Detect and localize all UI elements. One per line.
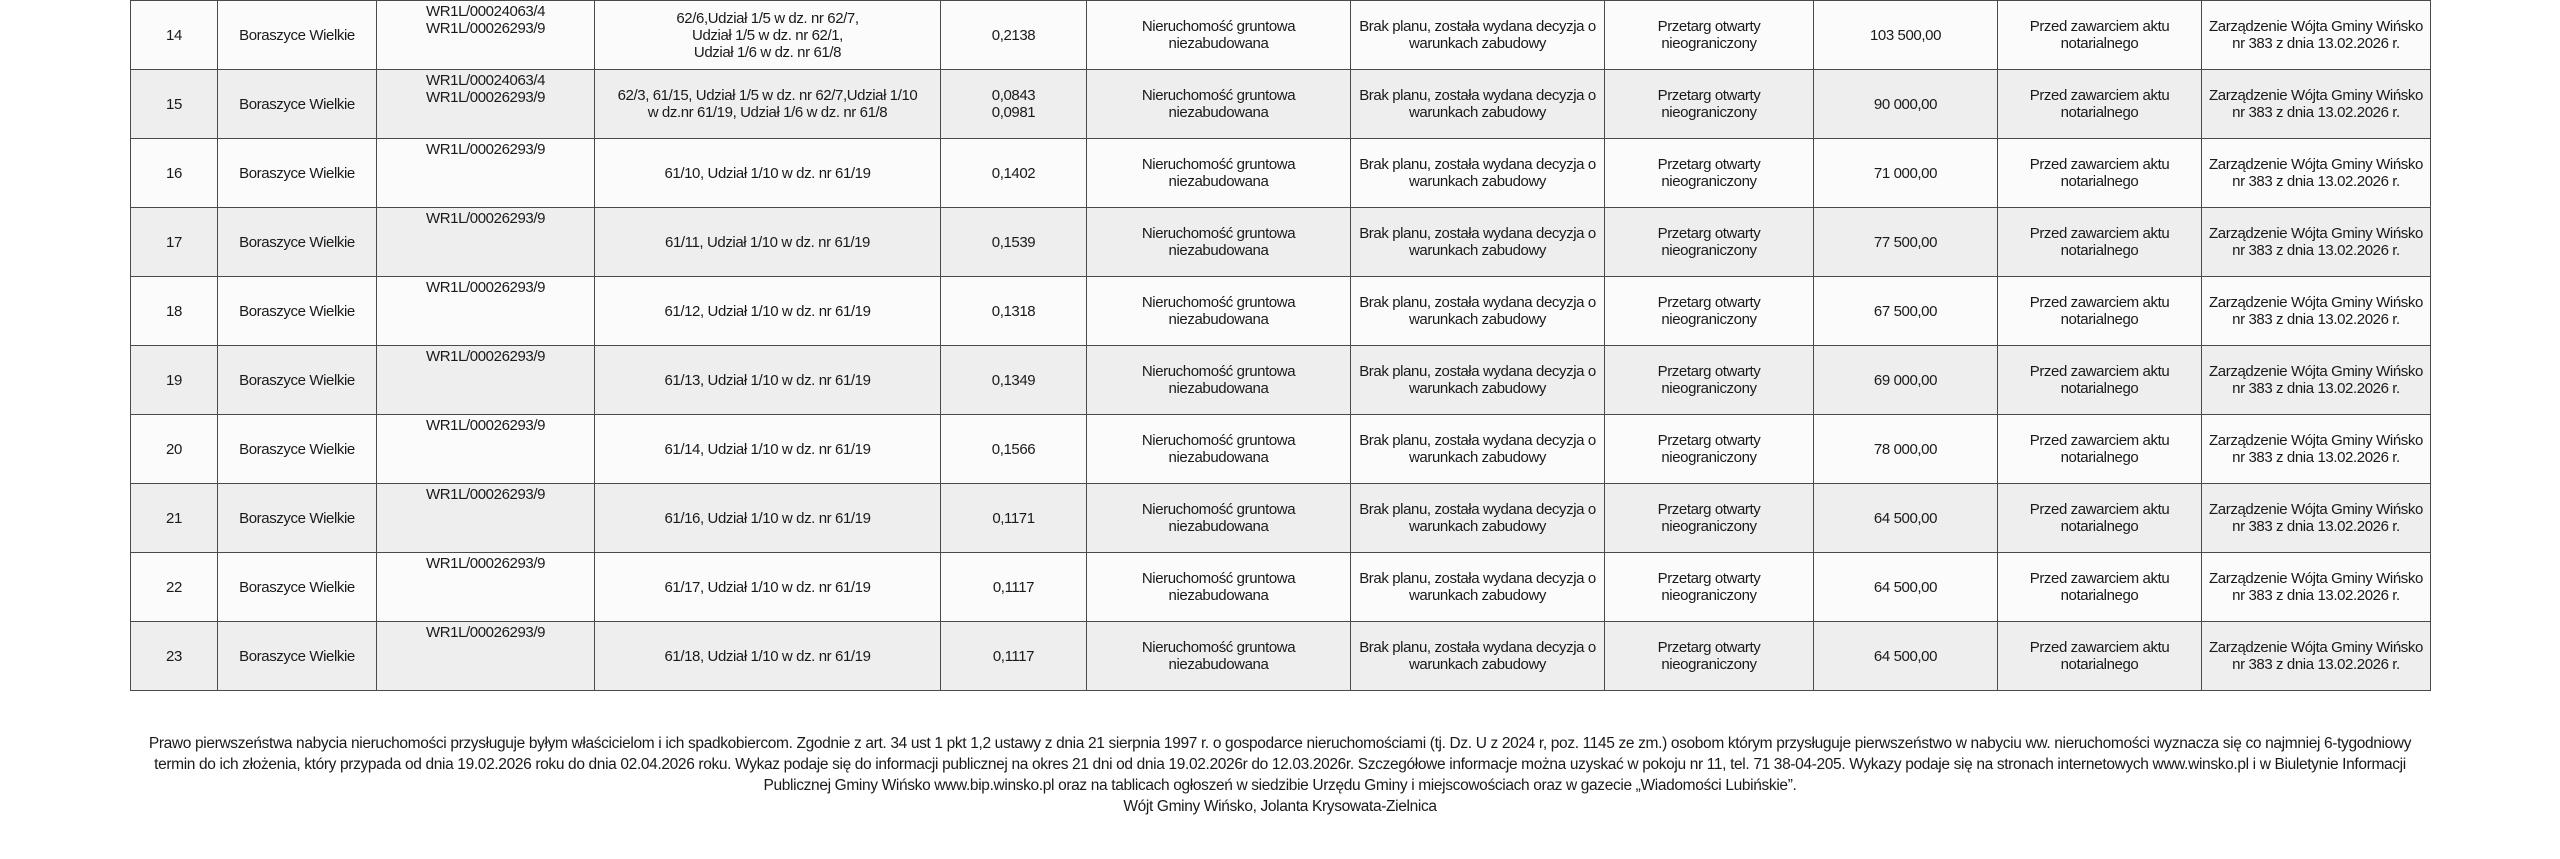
area-cell — [941, 70, 1087, 139]
signature: Wójt Gminy Wińsko, Jolanta Krysowata-Zielnica — [1123, 798, 1437, 815]
row-number: 20 — [131, 415, 218, 484]
property-list-sheet — [130, 0, 2430, 691]
price-cell: 90 000,00 — [1814, 70, 1998, 139]
land-register-cell — [377, 484, 595, 553]
plot-cell-line: 61/13, Udział 1/10 w dz. nr 61/19 — [664, 371, 871, 389]
land-register-cell-line: WR1L/00026293/9 — [425, 486, 546, 503]
area-cell-line: 0,1117 — [992, 647, 1035, 665]
precinct-cell: Boraszyce Wielkie — [218, 484, 377, 553]
payment-term-cell: Przed zawarciem aktu notarialnego — [1998, 1, 2202, 70]
payment-term-cell: Przed zawarciem aktu notarialnego — [1998, 208, 2202, 277]
row-number: 14 — [131, 1, 218, 70]
row-number: 18 — [131, 277, 218, 346]
area-cell — [941, 484, 1087, 553]
sale-form-cell: Przetarg otwarty nieograniczony — [1605, 208, 1814, 277]
table-row — [131, 1, 2431, 70]
land-register-cell — [377, 622, 595, 691]
sale-form-cell: Przetarg otwarty nieograniczony — [1605, 622, 1814, 691]
zoning-cell: Brak planu, została wydana decyzja o warunkach zabudowy — [1351, 484, 1605, 553]
precinct-cell: Boraszyce Wielkie — [218, 553, 377, 622]
area-cell — [941, 415, 1087, 484]
plot-cell — [595, 415, 941, 484]
plot-cell-line: w dz.nr 61/19, Udział 1/6 w dz. nr 61/8 — [647, 104, 888, 121]
plot-cell-line: 61/17, Udział 1/10 w dz. nr 61/19 — [664, 578, 871, 596]
plot-cell — [595, 70, 941, 139]
area-cell — [941, 208, 1087, 277]
ordinance-cell: Zarządzenie Wójta Gminy Wińsko nr 383 z dnia 13.02.2026 r. — [2202, 553, 2431, 622]
ordinance-cell: Zarządzenie Wójta Gminy Wińsko nr 383 z dnia 13.02.2026 r. — [2202, 139, 2431, 208]
ordinance-cell: Zarządzenie Wójta Gminy Wińsko nr 383 z dnia 13.02.2026 r. — [2202, 208, 2431, 277]
land-register-cell-line: WR1L/00026293/9 — [425, 417, 546, 434]
row-number: 19 — [131, 346, 218, 415]
price-cell: 64 500,00 — [1814, 622, 1998, 691]
area-cell-line: 0,0981 — [991, 104, 1036, 121]
plot-cell-line: 62/6,Udział 1/5 w dz. nr 62/7, — [676, 9, 859, 27]
price-cell: 69 000,00 — [1814, 346, 1998, 415]
zoning-cell: Brak planu, została wydana decyzja o warunkach zabudowy — [1351, 70, 1605, 139]
precinct-cell: Boraszyce Wielkie — [218, 622, 377, 691]
plot-cell-line: 61/10, Udział 1/10 w dz. nr 61/19 — [664, 164, 871, 182]
plot-cell-line: 61/12, Udział 1/10 w dz. nr 61/19 — [664, 302, 871, 320]
payment-term-cell: Przed zawarciem aktu notarialnego — [1998, 277, 2202, 346]
precinct-cell: Boraszyce Wielkie — [218, 277, 377, 346]
price-cell: 64 500,00 — [1814, 484, 1998, 553]
price-cell: 64 500,00 — [1814, 553, 1998, 622]
table-row — [131, 415, 2431, 484]
row-number: 23 — [131, 622, 218, 691]
description-cell: Nieruchomość gruntowa niezabudowana — [1087, 70, 1351, 139]
row-number: 21 — [131, 484, 218, 553]
land-register-cell-line: WR1L/00024063/4 — [425, 72, 546, 89]
description-cell: Nieruchomość gruntowa niezabudowana — [1087, 415, 1351, 484]
land-register-cell — [377, 1, 595, 70]
ordinance-cell: Zarządzenie Wójta Gminy Wińsko nr 383 z dnia 13.02.2026 r. — [2202, 277, 2431, 346]
description-cell: Nieruchomość gruntowa niezabudowana — [1087, 277, 1351, 346]
plot-cell — [595, 1, 941, 70]
precinct-cell: Boraszyce Wielkie — [218, 415, 377, 484]
land-register-cell — [377, 346, 595, 415]
land-register-cell — [377, 277, 595, 346]
description-cell: Nieruchomość gruntowa niezabudowana — [1087, 484, 1351, 553]
precinct-cell: Boraszyce Wielkie — [218, 70, 377, 139]
description-cell: Nieruchomość gruntowa niezabudowana — [1087, 553, 1351, 622]
price-cell: 71 000,00 — [1814, 139, 1998, 208]
area-cell-line: 0,1318 — [991, 302, 1036, 320]
plot-cell — [595, 346, 941, 415]
description-cell: Nieruchomość gruntowa niezabudowana — [1087, 622, 1351, 691]
property-table-body — [131, 1, 2431, 691]
zoning-cell: Brak planu, została wydana decyzja o warunkach zabudowy — [1351, 415, 1605, 484]
table-row — [131, 208, 2431, 277]
property-table — [130, 0, 2431, 691]
payment-term-cell: Przed zawarciem aktu notarialnego — [1998, 139, 2202, 208]
precinct-cell: Boraszyce Wielkie — [218, 139, 377, 208]
sale-form-cell: Przetarg otwarty nieograniczony — [1605, 484, 1814, 553]
area-cell — [941, 277, 1087, 346]
description-cell: Nieruchomość gruntowa niezabudowana — [1087, 1, 1351, 70]
price-cell: 103 500,00 — [1814, 1, 1998, 70]
land-register-cell-line: WR1L/00026293/9 — [425, 624, 546, 641]
payment-term-cell: Przed zawarciem aktu notarialnego — [1998, 70, 2202, 139]
plot-cell-line: 62/3, 61/15, Udział 1/5 w dz. nr 62/7,Udział 1/10 — [617, 87, 918, 104]
sale-form-cell: Przetarg otwarty nieograniczony — [1605, 346, 1814, 415]
area-cell-line: 0,1566 — [991, 440, 1036, 458]
precinct-cell: Boraszyce Wielkie — [218, 208, 377, 277]
plot-cell-line: 61/11, Udział 1/10 w dz. nr 61/19 — [665, 233, 870, 251]
land-register-cell-line: WR1L/00026293/9 — [425, 279, 546, 296]
payment-term-cell: Przed zawarciem aktu notarialnego — [1998, 622, 2202, 691]
sale-form-cell: Przetarg otwarty nieograniczony — [1605, 415, 1814, 484]
description-cell: Nieruchomość gruntowa niezabudowana — [1087, 346, 1351, 415]
sale-form-cell: Przetarg otwarty nieograniczony — [1605, 553, 1814, 622]
sale-form-cell: Przetarg otwarty nieograniczony — [1605, 70, 1814, 139]
plot-cell-line: 61/18, Udział 1/10 w dz. nr 61/19 — [664, 647, 871, 665]
area-cell-line: 0,1171 — [992, 509, 1035, 527]
area-cell-line: 0,2138 — [991, 26, 1036, 44]
zoning-cell: Brak planu, została wydana decyzja o warunkach zabudowy — [1351, 277, 1605, 346]
ordinance-cell: Zarządzenie Wójta Gminy Wińsko nr 383 z dnia 13.02.2026 r. — [2202, 484, 2431, 553]
plot-cell — [595, 139, 941, 208]
row-number: 15 — [131, 70, 218, 139]
table-row — [131, 553, 2431, 622]
price-cell: 67 500,00 — [1814, 277, 1998, 346]
zoning-cell: Brak planu, została wydana decyzja o warunkach zabudowy — [1351, 208, 1605, 277]
table-row — [131, 622, 2431, 691]
land-register-cell-line: WR1L/00026293/9 — [425, 89, 546, 106]
area-cell — [941, 553, 1087, 622]
land-register-cell-line: WR1L/00026293/9 — [425, 210, 546, 227]
land-register-cell-line: WR1L/00026293/9 — [425, 555, 546, 572]
land-register-cell — [377, 415, 595, 484]
payment-term-cell: Przed zawarciem aktu notarialnego — [1998, 346, 2202, 415]
table-row — [131, 70, 2431, 139]
land-register-cell — [377, 139, 595, 208]
table-row — [131, 277, 2431, 346]
price-cell: 78 000,00 — [1814, 415, 1998, 484]
plot-cell-line: Udział 1/5 w dz. nr 62/1, — [692, 26, 843, 44]
precinct-cell: Boraszyce Wielkie — [218, 346, 377, 415]
table-row — [131, 346, 2431, 415]
footer-text: Prawo pierwszeństwa nabycia nieruchomości przysługuje byłym właścicielom i ich spadkobiercom. Zgodnie z art. 34 ust 1 pkt 1,2 ustawy z dnia 21 sierpnia 1997 r. o gospodarce nieruchomościami (tj. Dz. U z 2024 r, poz. 1145 ze zm.) osobom którym przysługuje pierwszeństwo w nabyciu ww. nieruchomości wyznacza się co najmniej 6-tygodniowy termin do ich złożenia, który przypada od dnia 19.02.2026 roku do dnia 02.04.2026 roku. Wykaz podaje się do informacji publicznej na okres 21 dni od dnia 19.02.2026r do 12.03.2026r. Szczegółowe informacje można uzyskać w pokoju nr 11, tel. 71 38-04-205. Wykazy podaje się na stronach internetowych www.winsko.pl i w Biuletynie Informacji Publicznej Gminy Wińsko www.bip.winsko.pl oraz na tablicach ogłoszeń w siedzibie Urzędu Gminy i miejscowościach oraz w gazecie „Wiadomości Lubińskie”. — [148, 735, 2412, 794]
plot-cell — [595, 277, 941, 346]
land-register-cell-line: WR1L/00024063/4 — [425, 3, 546, 20]
table-row — [131, 484, 2431, 553]
land-register-cell-line: WR1L/00026293/9 — [425, 348, 546, 365]
area-cell-line: 0,0843 — [991, 87, 1036, 104]
area-cell-line: 0,1117 — [992, 578, 1035, 596]
ordinance-cell: Zarządzenie Wójta Gminy Wińsko nr 383 z dnia 13.02.2026 r. — [2202, 346, 2431, 415]
ordinance-cell: Zarządzenie Wójta Gminy Wińsko nr 383 z dnia 13.02.2026 r. — [2202, 1, 2431, 70]
zoning-cell: Brak planu, została wydana decyzja o warunkach zabudowy — [1351, 553, 1605, 622]
plot-cell — [595, 553, 941, 622]
price-cell: 77 500,00 — [1814, 208, 1998, 277]
payment-term-cell: Przed zawarciem aktu notarialnego — [1998, 415, 2202, 484]
zoning-cell: Brak planu, została wydana decyzja o warunkach zabudowy — [1351, 139, 1605, 208]
zoning-cell: Brak planu, została wydana decyzja o warunkach zabudowy — [1351, 622, 1605, 691]
zoning-cell: Brak planu, została wydana decyzja o warunkach zabudowy — [1351, 1, 1605, 70]
row-number: 22 — [131, 553, 218, 622]
row-number: 16 — [131, 139, 218, 208]
row-number: 17 — [131, 208, 218, 277]
area-cell-line: 0,1402 — [991, 164, 1036, 182]
ordinance-cell: Zarządzenie Wójta Gminy Wińsko nr 383 z dnia 13.02.2026 r. — [2202, 415, 2431, 484]
area-cell-line: 0,1539 — [991, 233, 1036, 251]
table-row — [131, 139, 2431, 208]
payment-term-cell: Przed zawarciem aktu notarialnego — [1998, 553, 2202, 622]
area-cell — [941, 139, 1087, 208]
footer-notice — [130, 733, 2430, 817]
plot-cell — [595, 622, 941, 691]
plot-cell-line: 61/14, Udział 1/10 w dz. nr 61/19 — [664, 440, 871, 458]
land-register-cell — [377, 208, 595, 277]
ordinance-cell: Zarządzenie Wójta Gminy Wińsko nr 383 z dnia 13.02.2026 r. — [2202, 622, 2431, 691]
plot-cell — [595, 208, 941, 277]
plot-cell — [595, 484, 941, 553]
plot-cell-line: Udział 1/6 w dz. nr 61/8 — [693, 43, 842, 61]
payment-term-cell: Przed zawarciem aktu notarialnego — [1998, 484, 2202, 553]
area-cell — [941, 622, 1087, 691]
ordinance-cell: Zarządzenie Wójta Gminy Wińsko nr 383 z dnia 13.02.2026 r. — [2202, 70, 2431, 139]
area-cell-line: 0,1349 — [991, 371, 1036, 389]
sale-form-cell: Przetarg otwarty nieograniczony — [1605, 1, 1814, 70]
area-cell — [941, 1, 1087, 70]
sale-form-cell: Przetarg otwarty nieograniczony — [1605, 139, 1814, 208]
sale-form-cell: Przetarg otwarty nieograniczony — [1605, 277, 1814, 346]
area-cell — [941, 346, 1087, 415]
zoning-cell: Brak planu, została wydana decyzja o warunkach zabudowy — [1351, 346, 1605, 415]
description-cell: Nieruchomość gruntowa niezabudowana — [1087, 208, 1351, 277]
land-register-cell-line: WR1L/00026293/9 — [425, 141, 546, 158]
precinct-cell: Boraszyce Wielkie — [218, 1, 377, 70]
description-cell: Nieruchomość gruntowa niezabudowana — [1087, 139, 1351, 208]
plot-cell-line: 61/16, Udział 1/10 w dz. nr 61/19 — [664, 509, 871, 527]
land-register-cell — [377, 553, 595, 622]
land-register-cell-line: WR1L/00026293/9 — [425, 20, 546, 37]
land-register-cell — [377, 70, 595, 139]
